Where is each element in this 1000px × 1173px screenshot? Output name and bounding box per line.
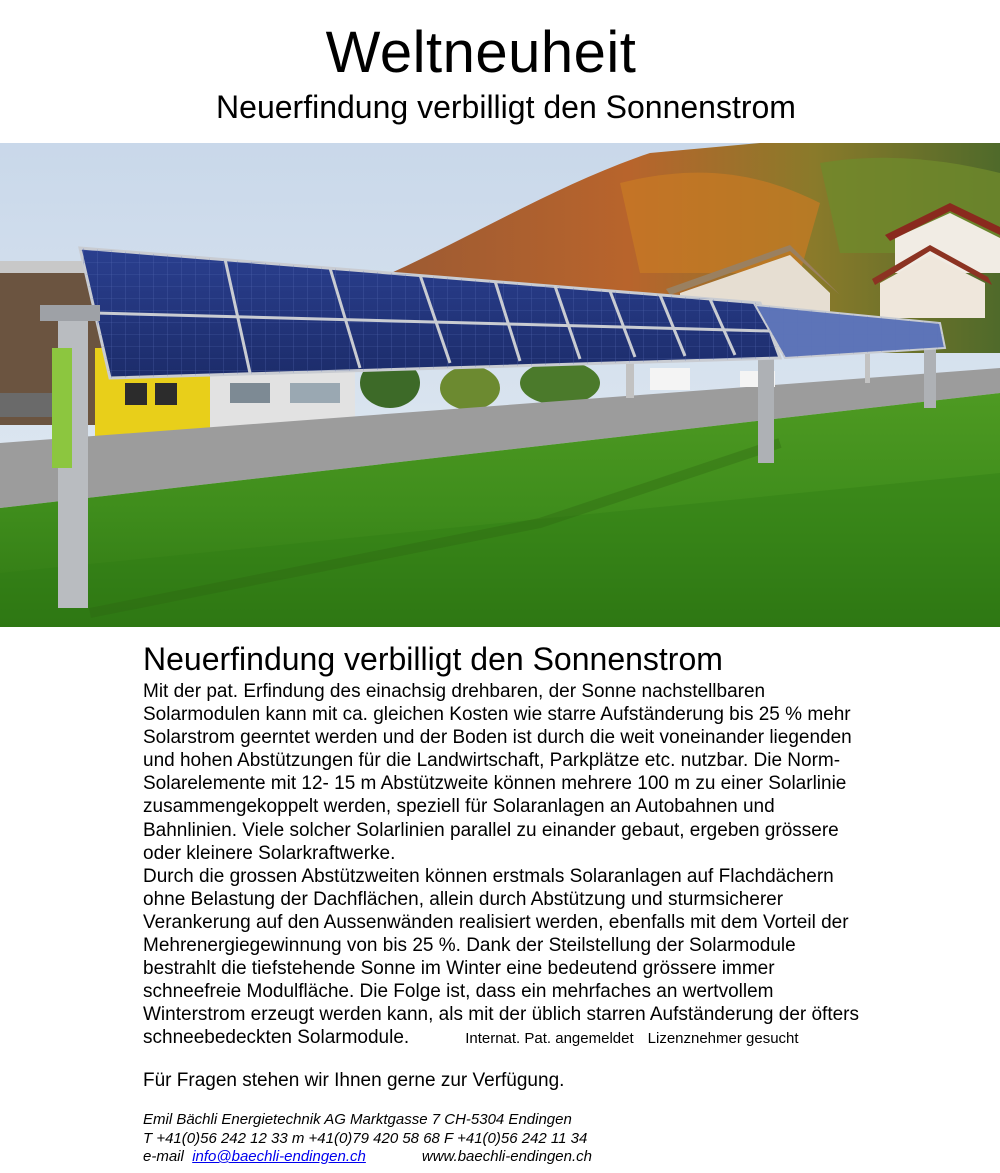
body-line: schneefreie Modulfläche. Die Folge ist, dass ein mehrfaches an wertvollem: [143, 981, 774, 1003]
page-subtitle: Neuerfindung verbilligt den Sonnenstrom: [216, 89, 796, 125]
body-line: Bahnlinien. Viele solcher Solarlinien parallel zu einander gebaut, ergeben grössere: [143, 819, 839, 841]
email-web-line: [143, 1148, 592, 1167]
license-note: Lizenznehmer gesucht: [647, 1030, 799, 1048]
body-line: Durch die grossen Abstützweiten können erstmals Solaranlagen auf Flachdächern: [143, 865, 834, 887]
body-line: ohne Belastung der Dachflächen, allein durch Abstützung und sturmsicherer: [143, 888, 784, 910]
page-title: Weltneuheit: [325, 20, 637, 85]
body-line: zusammengekoppelt werden, speziell für Solaranlagen an Autobahnen und: [143, 796, 775, 818]
website-link[interactable]: www.baechli-endingen.ch: [421, 1148, 592, 1165]
company-address: Emil Bächli Energietechnik AG Marktgasse 7 CH-5304 Endingen: [143, 1111, 572, 1128]
body-line: Mehrenergiegewinnung von bis 25 %. Dank der Steilstellung der Solarmodule: [143, 935, 796, 957]
body-line: Winterstrom erzeugt werden kann, als mit der üblich starren Aufständerung der öfters: [143, 1004, 860, 1026]
body-line: und hohen Abstützungen für die Landwirtschaft, Parkplätze etc. nutzbar. Die Norm-: [143, 750, 841, 772]
solar-tracker-photo: [0, 143, 1000, 627]
body-line: oder kleinere Solarkraftwerke.: [143, 842, 396, 864]
body-line: bestrahlt die tiefstehende Sonne im Winter eine bedeutend grössere immer: [143, 958, 775, 980]
body-last-text: schneebedeckten Solarmodule.: [143, 1027, 410, 1049]
phone-numbers: T +41(0)56 242 12 33 m +41(0)79 420 58 68 F +41(0)56 242 11 34: [143, 1129, 588, 1147]
article-body: [143, 680, 923, 1051]
patent-note: Internat. Pat. angemeldet: [465, 1030, 634, 1048]
email-link[interactable]: info@baechli-endingen.ch: [192, 1148, 366, 1165]
body-line: Solarelemente mit 12- 15 m Abstützweite können mehrere 100 m zu einer Solarlinie: [143, 773, 847, 795]
section-heading: Neuerfindung verbilligt den Sonnenstrom: [143, 641, 723, 677]
contact-footer: [143, 1111, 592, 1167]
body-line: Verankerung auf den Aussenwänden realisiert werden, ebenfalls mit dem Vorteil der: [143, 911, 849, 933]
body-line-last: [143, 1026, 923, 1050]
body-line: Solarstrom geerntet werden und der Boden ist durch die weit voneinander liegenden: [143, 727, 852, 749]
body-line: Solarmodulen kann mit ca. gleichen Kosten wie starre Aufständerung bis 25 % mehr: [143, 704, 851, 726]
body-line: Mit der pat. Erfindung des einachsig drehbaren, der Sonne nachstellbaren: [143, 681, 766, 702]
email-label: e-mail: [143, 1148, 184, 1165]
closing-line: Für Fragen stehen wir Ihnen gerne zur Verfügung.: [143, 1070, 565, 1091]
